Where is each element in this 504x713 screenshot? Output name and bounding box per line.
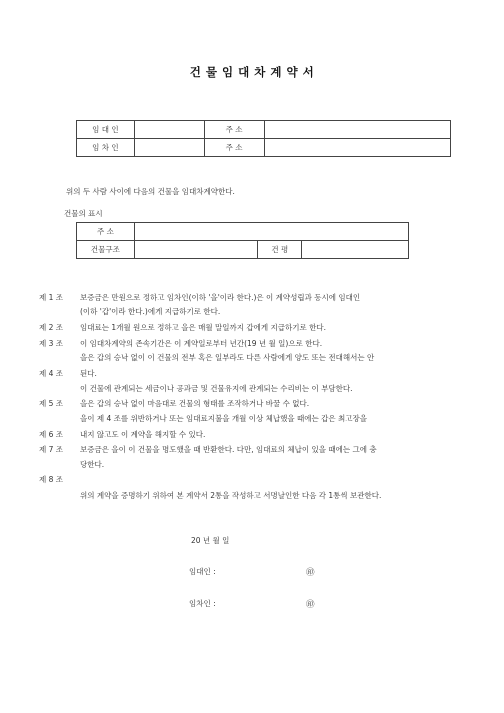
article-line: 을이 제 4 조를 위반하거나 또는 임대료지불을 개월 이상 체납했을 때에는 갑은 최고장을: [80, 414, 367, 423]
building-address-cell[interactable]: [134, 223, 408, 241]
building-table: [76, 222, 409, 259]
article-label: 제 8 조: [39, 475, 64, 484]
lessor-address-cell[interactable]: [264, 121, 451, 139]
building-area-cell[interactable]: [302, 241, 409, 259]
article-line: 된다.: [80, 369, 97, 378]
article-line: 을은 갑의 승낙 없이 마음대로 건물의 형태를 조작하거나 바꿀 수 없다.: [80, 399, 310, 408]
article-line: 이 임대차계약의 존속기간은 이 계약일로부터 년간(19 년 월 일)으로 한다.: [80, 339, 323, 348]
lessor-address-label: 주 소: [204, 121, 264, 139]
building-address-label: 주 소: [77, 223, 135, 241]
building-structure-row: [77, 241, 409, 259]
document-title: 건 물 임 대 차 계 약 서: [189, 65, 315, 79]
lessee-seal-icon: ㊞: [306, 600, 315, 610]
article-label: 제 2 조: [39, 323, 64, 332]
lessor-name-cell[interactable]: [134, 121, 204, 139]
building-heading: 건물의 표시: [64, 209, 103, 218]
article-label: 제 4 조: [39, 369, 64, 378]
article-line: 보증금은 만원으로 정하고 임차인(이하 '을'이라 한다.)은 이 계약성립과 동시에 임대인: [80, 293, 361, 302]
article-label: 제 1 조: [39, 293, 64, 302]
article-label: 제 7 조: [39, 445, 64, 454]
article-line: 당한다.: [80, 460, 105, 469]
signature-date: 20 년 월 일: [191, 536, 230, 545]
lessee-address-label: 주 소: [204, 139, 264, 157]
article-line: (이하 '갑'이라 한다.)에게 지급하기로 한다.: [80, 307, 221, 316]
lessee-name-cell[interactable]: [134, 139, 204, 157]
building-area-label: 건 평: [258, 241, 302, 259]
lessor-signature-label: 임대인 :: [189, 567, 216, 576]
lessee-label: 임 차 인: [77, 139, 135, 157]
article-line: 임대료는 1개월 원으로 정하고 을은 매월 말일까지 갑에게 지급하기로 한다.: [80, 323, 326, 332]
building-address-row: [77, 223, 409, 241]
lessee-row: [77, 139, 451, 157]
article-line: 보증금은 을이 이 건물을 명도했을 때 반환한다. 다만, 임대료의 체납이 있을 때에는 그에 충: [80, 445, 377, 454]
building-structure-label: 건물구조: [77, 241, 135, 259]
lessee-address-cell[interactable]: [264, 139, 451, 157]
article-line: 이 건물에 관계되는 세금이나 공과금 및 건물유지에 관계되는 수리비는 이 부담한다.: [80, 384, 353, 393]
article-line: 을은 갑의 승낙 없이 이 건물의 전부 혹은 일부라도 다른 사람에게 양도 또는 전대해서는 안: [80, 353, 375, 362]
lessor-row: [77, 121, 451, 139]
building-structure-cell[interactable]: [134, 241, 258, 259]
article-label: 제 6 조: [39, 430, 64, 439]
parties-table: [76, 120, 451, 157]
lessee-signature-label: 임차인 :: [189, 599, 216, 608]
intro-text: 위의 두 사람 사이에 다음의 건물을 임대차계약한다.: [66, 187, 235, 196]
lessor-label: 임 대 인: [77, 121, 135, 139]
article-label: 제 5 조: [39, 399, 64, 408]
closing-text: 위의 계약을 증명하기 위하여 본 계약서 2통을 작성하고 서명날인한 다음 각 1통씩 보관한다.: [80, 491, 382, 500]
article-label: 제 3 조: [39, 339, 64, 348]
lessor-seal-icon: ㊞: [306, 568, 315, 578]
article-line: 내지 않고도 이 계약을 해지할 수 있다.: [80, 430, 206, 439]
